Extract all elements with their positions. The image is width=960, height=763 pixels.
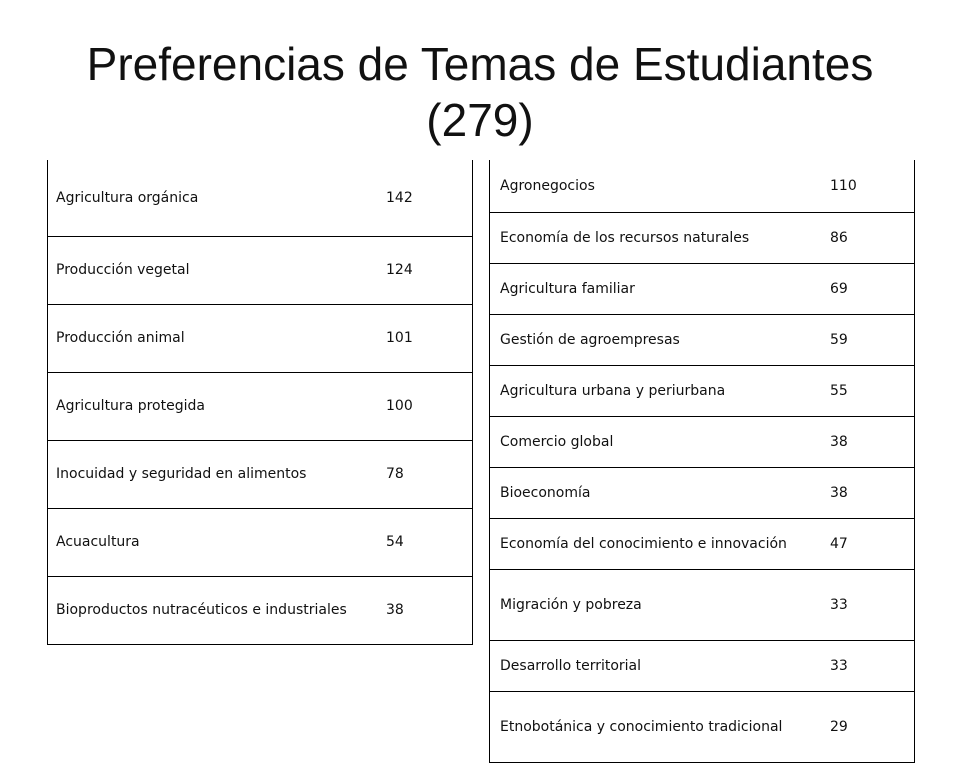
topic-name: Inocuidad y seguridad en alimentos: [48, 440, 387, 508]
table-row: [490, 365, 915, 416]
topic-name: Agricultura urbana y periurbana: [490, 365, 831, 416]
table-row: [490, 467, 915, 518]
topic-count: 33: [830, 569, 915, 640]
table-row: [490, 691, 915, 762]
left-topics-table: [47, 160, 473, 645]
topic-name: Migración y pobreza: [490, 569, 831, 640]
topic-count: 38: [386, 576, 473, 644]
table-row: [48, 440, 473, 508]
topic-name: Desarrollo territorial: [490, 640, 831, 691]
topic-name: Bioeconomía: [490, 467, 831, 518]
topic-count: 78: [386, 440, 473, 508]
topic-count: 38: [830, 467, 915, 518]
topic-count: 55: [830, 365, 915, 416]
page-title: Preferencias de Temas de Estudiantes (279): [86, 38, 874, 146]
topic-count: 110: [830, 160, 915, 212]
table-row: [48, 508, 473, 576]
topic-count: 54: [386, 508, 473, 576]
table-row: [48, 372, 473, 440]
topic-count: 100: [386, 372, 473, 440]
topic-name: Comercio global: [490, 416, 831, 467]
table-row: [48, 304, 473, 372]
topic-count: 101: [386, 304, 473, 372]
topic-count: 142: [386, 160, 473, 236]
topic-count: 29: [830, 691, 915, 762]
topic-name: Agricultura protegida: [48, 372, 387, 440]
topic-name: Etnobotánica y conocimiento tradicional: [490, 691, 831, 762]
topic-name: Economía del conocimiento e innovación: [490, 518, 831, 569]
topic-count: 33: [830, 640, 915, 691]
topic-count: 69: [830, 263, 915, 314]
topic-name: Acuacultura: [48, 508, 387, 576]
topic-count: 38: [830, 416, 915, 467]
topic-name: Agricultura familiar: [490, 263, 831, 314]
topic-name: Gestión de agroempresas: [490, 314, 831, 365]
topic-name: Economía de los recursos naturales: [490, 212, 831, 263]
table-row: [48, 576, 473, 644]
topic-name: Agronegocios: [490, 160, 831, 212]
table-row: [490, 518, 915, 569]
topic-count: 86: [830, 212, 915, 263]
topic-count: 47: [830, 518, 915, 569]
topic-count: 124: [386, 236, 473, 304]
topic-name: Bioproductos nutracéuticos e industriales: [48, 576, 387, 644]
table-row: [48, 160, 473, 236]
table-row: [490, 640, 915, 691]
table-row: [490, 160, 915, 212]
table-row: [490, 212, 915, 263]
topic-name: Producción vegetal: [48, 236, 387, 304]
table-row: [48, 236, 473, 304]
table-row: [490, 416, 915, 467]
table-row: [490, 263, 915, 314]
topic-name: Agricultura orgánica: [48, 160, 387, 236]
topic-count: 59: [830, 314, 915, 365]
table-row: [490, 569, 915, 640]
right-topics-table: [489, 160, 915, 763]
topic-name: Producción animal: [48, 304, 387, 372]
table-row: [490, 314, 915, 365]
